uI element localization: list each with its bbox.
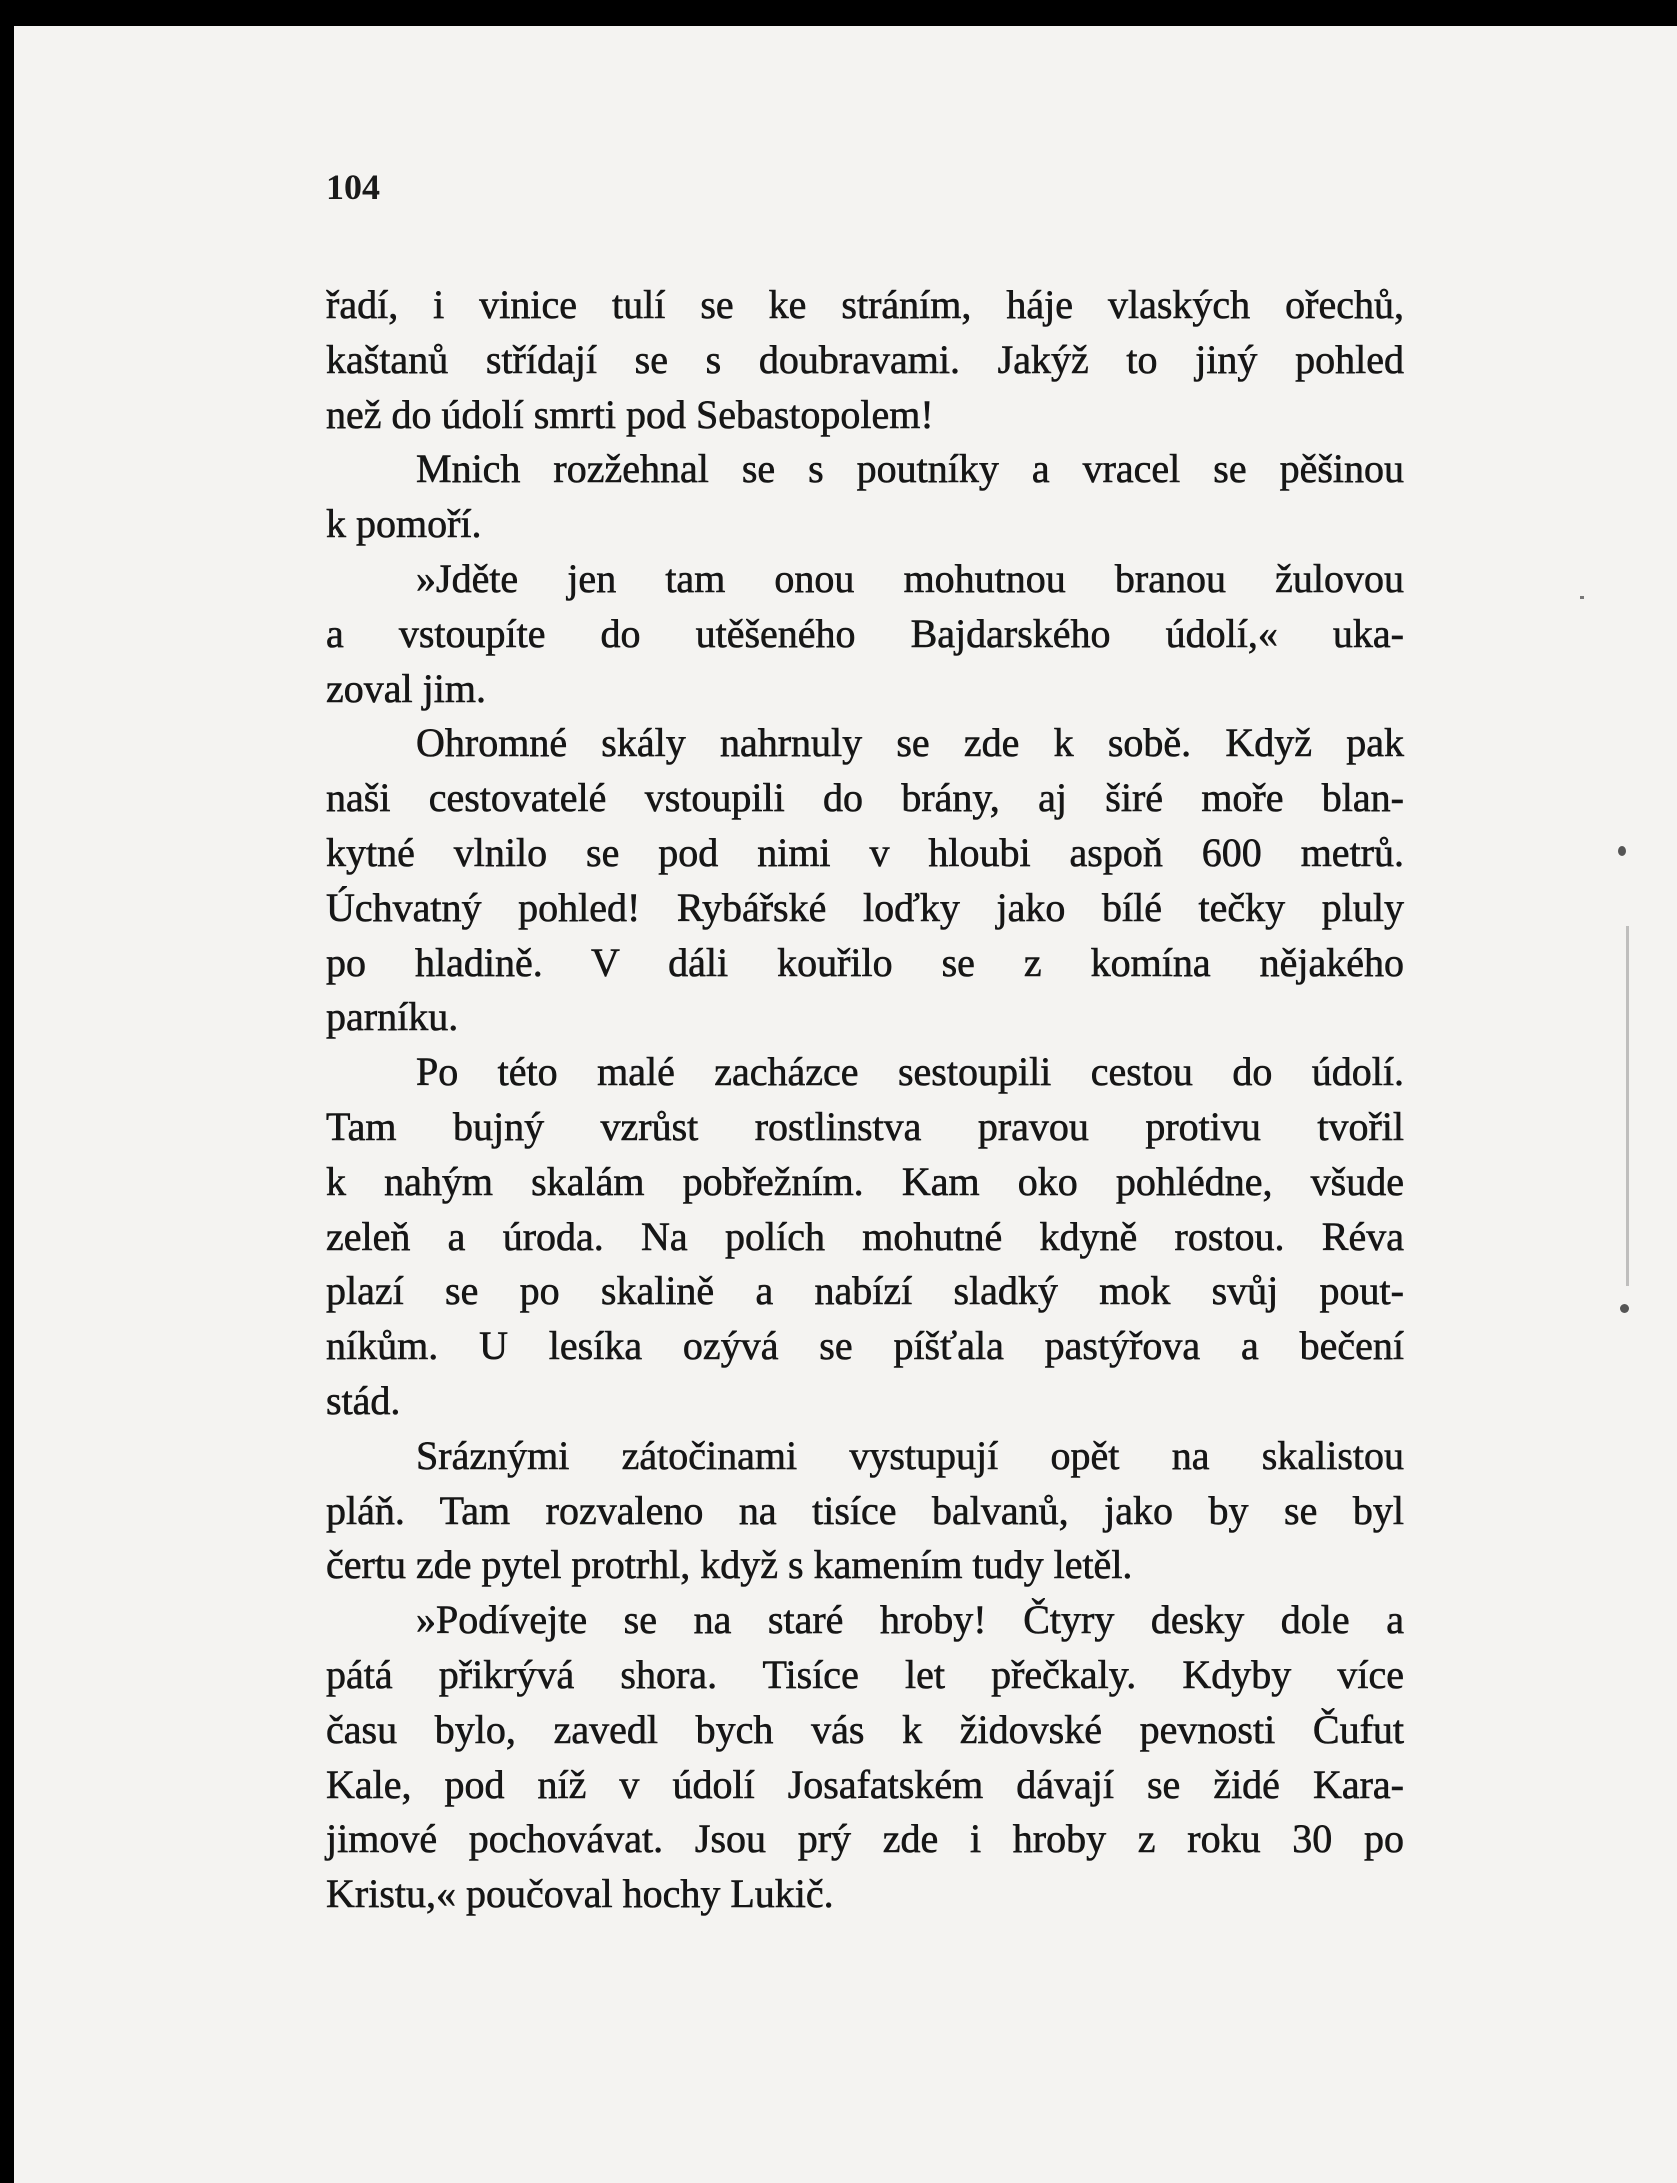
text-line: naši cestovatelé vstoupili do brány, aj širé moře blan- xyxy=(326,775,1404,821)
text-line: zeleň a úroda. Na polích mohutné kdyně rostou. Réva xyxy=(326,1213,1404,1259)
text-line: kaštanů střídají se s doubravami. Jakýž to jiný pohled xyxy=(326,336,1404,382)
text-line: »Jděte jen tam onou mohutnou branou žulovou xyxy=(416,555,1404,601)
text-line: po hladině. V dáli kouřilo se z komína nějakého xyxy=(326,939,1404,985)
bleed-through-speck xyxy=(1618,846,1626,856)
text-line: plazí se po skalině a nabízí sladký mok svůj pout- xyxy=(326,1268,1404,1314)
bleed-through-speck xyxy=(1580,596,1584,599)
text-line: níkům. U lesíka ozývá se píšťala pastýřova a bečení xyxy=(326,1323,1404,1369)
text-line: Ohromné skály nahrnuly se zde k sobě. Když pak xyxy=(416,720,1404,766)
text-line: a vstoupíte do utěšeného Bajdarského údolí,« uka- xyxy=(326,610,1404,656)
text-line: »Podívejte se na staré hroby! Čtyry desky dole a xyxy=(416,1597,1404,1643)
text-line: jimové pochovávat. Jsou prý zde i hroby z roku 30 po xyxy=(326,1816,1404,1862)
page-number: 104 xyxy=(326,167,380,207)
text-line: parníku. xyxy=(326,994,459,1040)
text-line: stád. xyxy=(326,1377,401,1423)
text-line: Sráznými zátočinami vystupují opět na skalistou xyxy=(416,1432,1404,1478)
text-line: pátá přikrývá shora. Tisíce let přečkaly. Kdyby více xyxy=(326,1651,1404,1697)
text-line: k nahým skalám pobřežním. Kam oko pohlédne, všude xyxy=(326,1158,1404,1204)
body-text xyxy=(326,278,1404,1922)
bleed-through-speck xyxy=(1626,926,1629,1286)
text-line: kytné vlnilo se pod nimi v hloubi aspoň 600 metrů. xyxy=(326,829,1404,875)
text-line: Mnich rozžehnal se s poutníky a vracel se pěšinou xyxy=(416,446,1404,492)
text-line: Po této malé zacházce sestoupili cestou do údolí. xyxy=(416,1049,1404,1095)
text-line: čertu zde pytel protrhl, když s kamením tudy letěl. xyxy=(326,1542,1133,1588)
book-page xyxy=(14,26,1677,2183)
text-line: k pomoří. xyxy=(326,501,482,547)
bleed-through-speck xyxy=(1620,1304,1629,1313)
text-line: než do údolí smrti pod Sebastopolem! xyxy=(326,391,934,437)
text-line: Úchvatný pohled! Rybářské loďky jako bílé tečky pluly xyxy=(326,884,1404,930)
text-line: Kale, pod níž v údolí Josafatském dávají se židé Kara- xyxy=(326,1761,1404,1807)
text-line: řadí, i vinice tulí se ke stráním, háje vlaských ořechů, xyxy=(326,282,1404,327)
text-line: Tam bujný vzrůst rostlinstva pravou protivu tvořil xyxy=(326,1103,1404,1149)
text-line: zoval jim. xyxy=(326,665,486,711)
text-line: pláň. Tam rozvaleno na tisíce balvanů, jako by se byl xyxy=(326,1487,1404,1533)
text-line: času bylo, zavedl bych vás k židovské pevnosti Čufut xyxy=(326,1706,1404,1752)
text-line: Kristu,« poučoval hochy Lukič. xyxy=(326,1871,834,1917)
